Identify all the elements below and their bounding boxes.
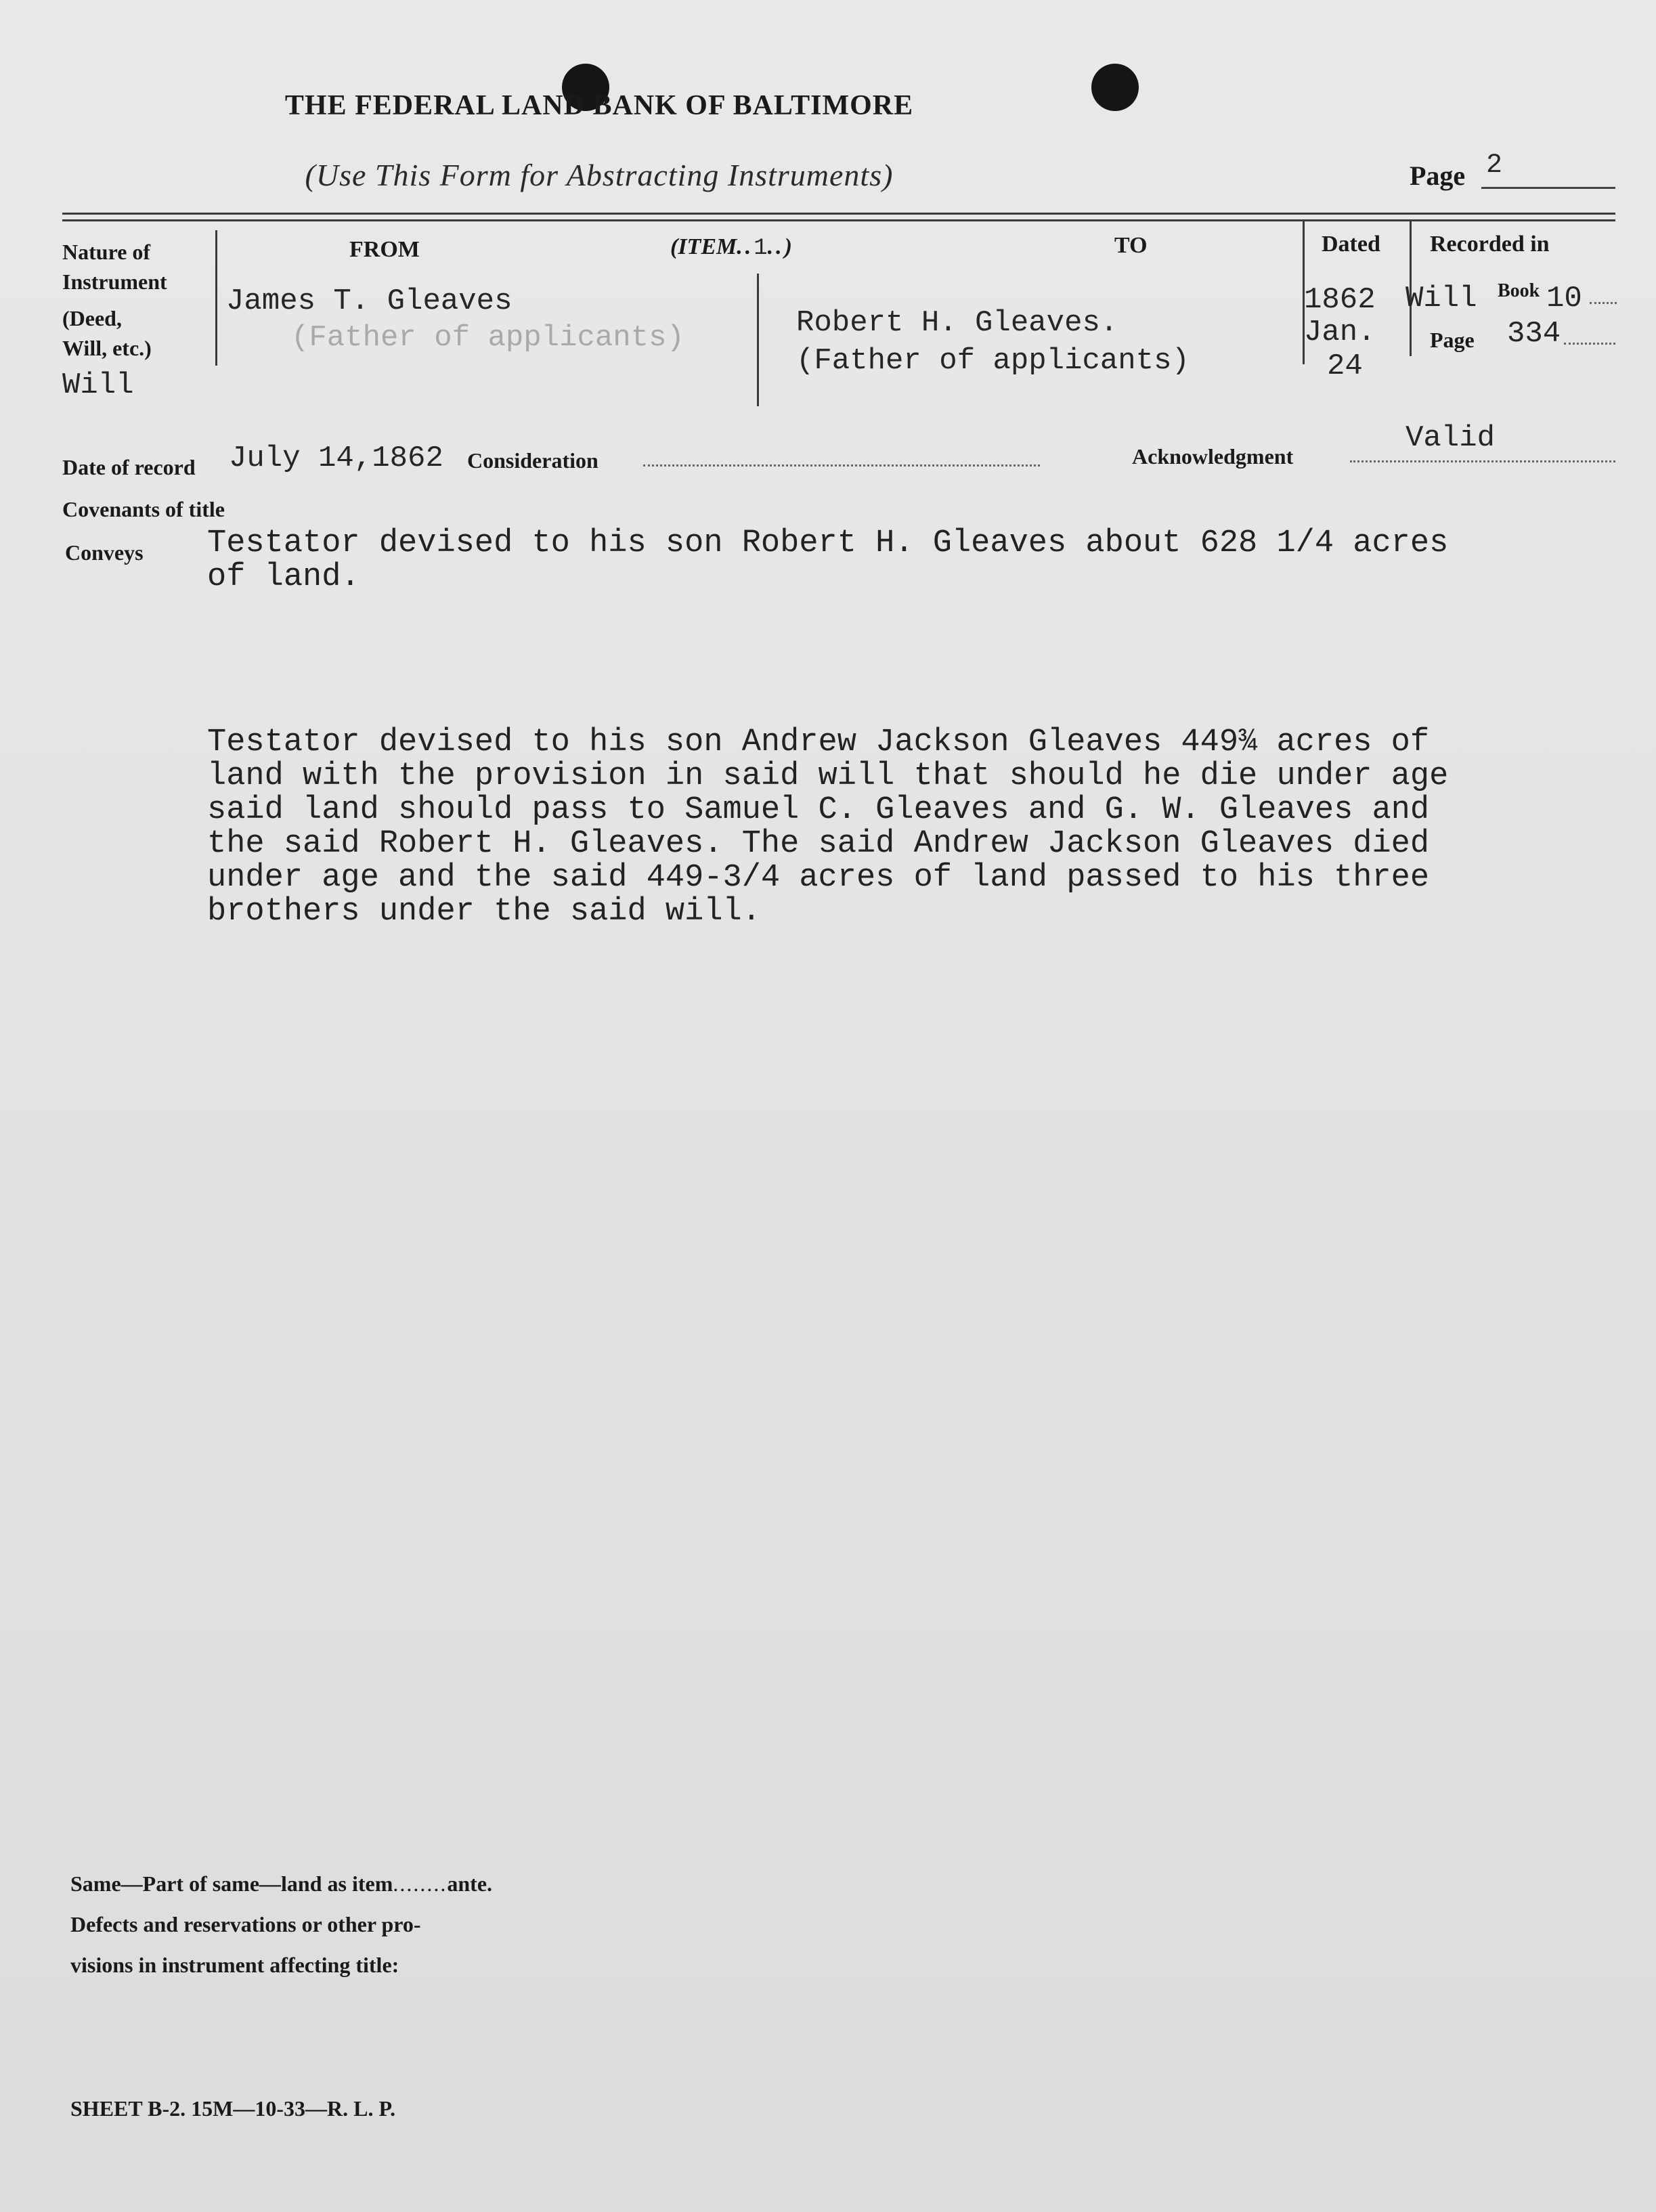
column-divider-nature bbox=[215, 230, 217, 366]
nature-value: Will bbox=[62, 368, 134, 402]
date-of-record-label: Date of record bbox=[62, 455, 196, 479]
page-ref-label: Page bbox=[1430, 328, 1475, 352]
date-of-record-value: July 14,1862 bbox=[229, 441, 443, 475]
nature-label-3: (Deed, bbox=[62, 306, 122, 330]
to-name: Robert H. Gleaves. bbox=[796, 306, 1118, 340]
from-label: FROM bbox=[349, 237, 420, 262]
acknowledgment-value: Valid bbox=[1406, 421, 1496, 455]
dated-month: Jan. bbox=[1304, 316, 1376, 349]
page-label: Page bbox=[1410, 160, 1466, 191]
book-prefix: Will bbox=[1406, 282, 1477, 316]
conveys-paragraph-1: Testator devised to his son Robert H. Gleaves about 628 1/4 acres of land. bbox=[207, 525, 1449, 595]
item-close: ) bbox=[784, 234, 792, 259]
same-as-item-line bbox=[70, 1871, 492, 1896]
recorded-in-label: Recorded in bbox=[1430, 232, 1550, 257]
defects-label-line-1: Defects and reservations or other pro- bbox=[70, 1912, 421, 1936]
to-label: TO bbox=[1114, 233, 1148, 258]
item-number: 1 bbox=[754, 236, 768, 261]
column-divider-from-to bbox=[757, 274, 759, 406]
form-title: THE FEDERAL LAND BANK OF BALTIMORE bbox=[284, 90, 914, 121]
page-number: 2 bbox=[1486, 150, 1503, 181]
book-value: 10 bbox=[1546, 282, 1582, 316]
nature-label-1: Nature of bbox=[62, 240, 151, 264]
table-top-rule-2 bbox=[62, 219, 1615, 221]
from-note: (Father of applicants) bbox=[291, 321, 684, 355]
page-number-underline bbox=[1481, 187, 1615, 189]
dated-year: 1862 bbox=[1304, 283, 1376, 317]
page-ref-dots bbox=[1564, 343, 1615, 345]
table-top-rule bbox=[62, 213, 1615, 215]
item-label: (ITEM..1..) bbox=[670, 234, 792, 261]
form-subtitle: (Use This Form for Abstracting Instruments) bbox=[305, 158, 894, 192]
covenants-label: Covenants of title bbox=[62, 497, 225, 521]
dated-label: Dated bbox=[1322, 232, 1380, 257]
conveys-paragraph-2: Testator devised to his son Andrew Jackson Gleaves 449¾ acres of land with the provision in said will that should he die under age said land should pass to Samuel C. Gleaves and G. W. Gleaves and the said Robert H. Gleaves. The said Andrew Jackson Gleaves died under age and the said 449-3/4 acres of land passed to his three brothers under the said will. bbox=[207, 724, 1449, 930]
same-as-item-ante: ante. bbox=[447, 1871, 493, 1896]
defects-label-line-2: visions in instrument affecting title: bbox=[70, 1953, 399, 1977]
dated-day: 24 bbox=[1327, 349, 1363, 383]
book-label: Book bbox=[1498, 280, 1540, 301]
book-dots bbox=[1590, 302, 1617, 304]
consideration-label: Consideration bbox=[467, 448, 598, 473]
same-as-item-label: Same—Part of same—land as item bbox=[70, 1871, 393, 1896]
acknowledgment-label: Acknowledgment bbox=[1132, 444, 1294, 469]
nature-label-4: Will, etc.) bbox=[62, 336, 152, 360]
consideration-dots bbox=[643, 464, 1040, 467]
acknowledgment-dots bbox=[1350, 460, 1615, 462]
page-ref-value: 334 bbox=[1507, 317, 1561, 351]
item-label-text: (ITEM bbox=[670, 234, 737, 259]
conveys-label: Conveys bbox=[65, 540, 144, 565]
to-note: (Father of applicants) bbox=[796, 344, 1190, 378]
nature-label-2: Instrument bbox=[62, 269, 167, 294]
sheet-code: SHEET B-2. 15M—10-33—R. L. P. bbox=[70, 2096, 396, 2121]
from-name: James T. Gleaves bbox=[226, 284, 513, 318]
same-as-item-dots: ........ bbox=[393, 1871, 448, 1896]
